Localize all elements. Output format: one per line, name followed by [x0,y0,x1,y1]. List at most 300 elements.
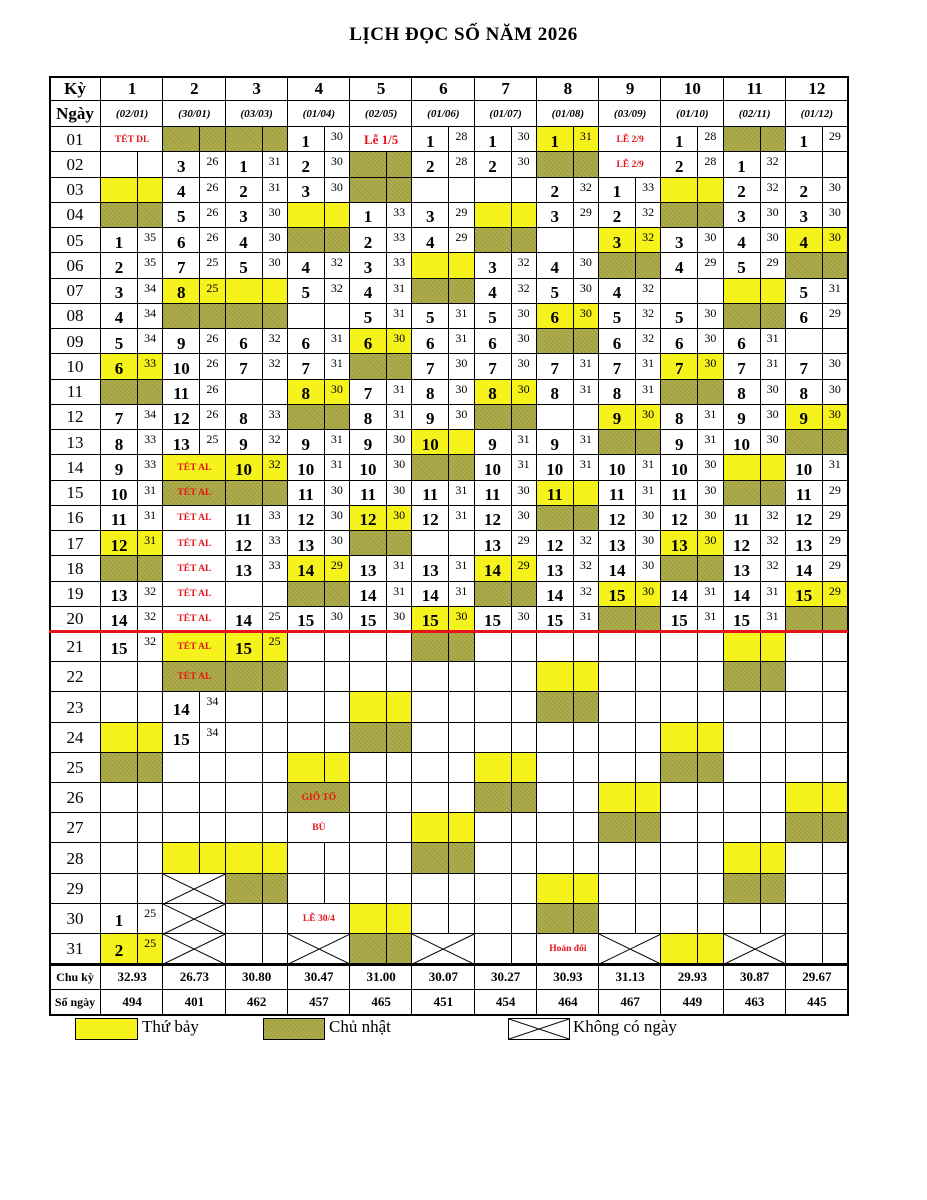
reading-count: 31 [828,280,841,295]
reading-sequence: 15 [297,611,315,631]
reading-sequence: 9 [488,434,497,454]
reading-sequence: 11 [297,485,314,505]
day-number: 10 [66,356,84,376]
day-cell [475,632,537,662]
day-cell [412,843,474,873]
cell-divider [573,692,574,722]
holiday-note: TÉT AL [177,614,212,625]
reading-sequence: 2 [426,156,435,176]
reading-sequence: 10 [546,459,564,479]
day-cell [350,874,412,904]
month-start-date: (01/08) [551,108,585,120]
reading-sequence: 2 [363,232,373,252]
reading-count: 35 [144,255,157,270]
day-number: 30 [66,908,84,928]
reading-sequence: 10 [172,358,190,378]
reading-sequence: 13 [359,560,377,580]
cell-divider [760,632,761,662]
cell-divider [199,813,200,843]
cell-divider [822,662,823,692]
reading-count: 30 [828,381,841,396]
month-start-date: (30/01) [178,108,211,120]
day-cell [101,556,163,581]
day-cell [412,531,474,556]
reading-sequence: 15 [546,611,564,631]
reading-count: 31 [330,432,343,446]
cell-divider [324,692,325,722]
reading-count: 32 [766,533,779,547]
reading-sequence: 4 [675,257,684,277]
day-number: 06 [66,255,84,275]
reading-count: 30 [517,608,530,623]
cell-divider [635,253,636,278]
day-number: 21 [66,637,84,657]
holiday-note: TÉT AL [177,589,212,600]
day-cell [786,874,848,904]
day-cell [537,228,599,253]
reading-sequence: 10 [733,434,750,454]
cell-divider [262,279,263,304]
month-number: 8 [563,79,573,98]
cell-divider [760,279,761,304]
so-ngay-value: 494 [122,993,142,1009]
reading-count: 30 [642,507,655,522]
cell-divider [822,813,823,843]
reading-sequence: 6 [612,333,622,353]
reading-count: 28 [455,154,468,169]
day-cell [786,753,848,783]
reading-sequence: 6 [488,333,497,353]
day-cell [226,582,288,607]
reading-count: 33 [144,356,157,371]
day-number: 27 [66,818,84,838]
day-cell [412,874,474,904]
day-cell [599,874,661,904]
reading-count: 30 [268,230,281,244]
day-cell [786,152,848,177]
cell-divider [573,152,574,177]
chu-ky-value: 30.07 [428,969,458,985]
day-cell [724,934,786,964]
reading-count: 32 [766,179,779,194]
cell-divider [324,203,325,228]
day-cell [412,813,474,843]
legend-sunday-label: Chủ nhật [329,1017,391,1037]
day-number: 01 [66,129,84,149]
reading-sequence: 2 [799,182,808,202]
reading-count: 32 [268,356,281,371]
reading-count: 30 [393,507,406,522]
so-ngay-value: 465 [371,993,391,1009]
month-number: 12 [808,79,826,98]
reading-count: 30 [828,356,841,371]
no-day-cross [509,1019,569,1039]
cell-divider [448,430,449,455]
cell-divider [199,783,200,813]
reading-sequence: 14 [546,586,564,606]
day-cell [724,127,786,152]
cell-divider [635,843,636,873]
reading-count: 31 [455,507,468,522]
reading-count: 30 [642,533,655,547]
reading-count: 33 [393,230,406,244]
legend-no-day-swatch [508,1018,570,1040]
reading-sequence: 9 [363,434,373,454]
chu-ky-value: 32.93 [117,969,147,985]
reading-count: 32 [642,230,655,244]
holiday-note: TÉT AL [177,642,212,653]
reading-sequence: 12 [110,535,128,555]
reading-sequence: 11 [110,510,128,530]
reading-count: 30 [704,305,717,320]
cell-divider [262,813,263,843]
cell-divider [635,662,636,692]
day-cell [101,203,163,228]
cell-divider [386,843,387,873]
reading-sequence: 4 [737,232,746,252]
day-cell [226,380,288,405]
reading-sequence: 10 [110,485,128,505]
day-cell [226,304,288,329]
day-cell [724,874,786,904]
no-day-cross [163,934,225,964]
reading-count: 33 [268,533,281,547]
reading-count: 31 [144,507,157,522]
day-cell [599,934,661,964]
reading-sequence: 12 [172,409,190,429]
month-number: 4 [314,79,324,98]
month-start-date: (02/01) [115,108,149,120]
cell-divider [822,253,823,278]
so-ngay-value: 457 [309,993,329,1009]
reading-sequence: 5 [799,283,808,303]
cell-divider [635,904,636,934]
month-start-date: (02/05) [364,108,398,120]
day-cell [412,783,474,813]
cell-divider [448,813,449,843]
day-cell [599,813,661,843]
so-ngay-value: 401 [184,993,205,1009]
reading-sequence: 1 [301,131,310,151]
reading-sequence: 8 [426,384,435,404]
day-cell [786,813,848,843]
reading-sequence: 11 [235,510,252,530]
reading-sequence: 6 [239,333,248,353]
reading-count: 32 [268,432,281,446]
reading-count: 30 [828,204,841,219]
reading-count: 31 [579,432,592,446]
cell-divider [635,430,636,455]
cell-divider [697,692,698,722]
cell-divider [760,455,761,480]
reading-sequence: 2 [488,156,497,176]
day-cell [475,405,537,430]
day-cell [350,753,412,783]
cell-divider [760,723,761,753]
cell-divider [262,582,263,607]
reading-sequence: 13 [670,535,688,555]
cell-divider [511,813,512,843]
reading-count: 33 [393,255,406,270]
cell-divider [324,304,325,329]
reading-count: 32 [579,583,592,598]
reading-sequence: 14 [359,586,377,606]
cell-divider [573,662,574,692]
cell-divider [573,904,574,934]
month-number: 6 [439,79,448,98]
cell-divider [511,874,512,904]
reading-sequence: 11 [671,485,688,505]
reading-count: 29 [704,255,717,270]
reading-count: 25 [206,280,219,295]
cell-divider [386,178,387,203]
cell-divider [386,354,387,379]
reading-count: 28 [455,129,468,143]
reading-sequence: 15 [110,639,128,659]
reading-sequence: 7 [737,358,746,378]
reading-count: 30 [330,608,343,623]
day-cell [475,934,537,964]
cell-divider [386,874,387,904]
reading-count: 30 [455,406,468,421]
reading-sequence: 13 [484,535,501,555]
reading-count: 29 [455,204,468,219]
cell-divider [697,632,698,662]
day-cell [786,329,848,354]
chu-ky-value: 30.80 [242,969,272,985]
reading-count: 33 [144,432,157,446]
day-number: 20 [66,609,84,629]
reading-sequence: 15 [670,611,688,631]
reading-count: 30 [330,154,343,169]
day-cell [288,662,350,692]
so-ngay-value: 462 [246,993,267,1009]
reading-sequence: 13 [795,535,813,555]
cell-divider [137,874,138,904]
day-cell [661,843,723,873]
day-number: 11 [66,382,84,402]
reading-count: 30 [455,381,468,396]
reading-sequence: 13 [421,560,439,580]
reading-sequence: 12 [733,535,750,555]
reading-sequence: 9 [114,459,124,479]
reading-count: 31 [393,583,406,598]
month-number: 7 [501,79,510,98]
day-cell [412,904,474,934]
holiday-note: TÉT AL [177,672,212,683]
holiday-note: TÉT AL [177,462,212,473]
day-cell [724,692,786,722]
day-cell [101,692,163,722]
day-number: 17 [66,533,84,553]
cell-divider [573,723,574,753]
reading-count: 28 [704,154,717,169]
holiday-note: Hoán đổi [549,944,587,955]
day-cell [661,380,723,405]
day-number: 22 [66,667,84,687]
reading-count: 30 [330,381,343,396]
reading-sequence: 9 [612,409,622,429]
chu-ky-value: 31.00 [366,969,396,985]
day-cell [786,253,848,278]
day-cell [101,843,163,873]
day-cell [724,481,786,506]
day-cell [101,380,163,405]
reading-sequence: 8 [550,384,559,404]
day-cell [599,753,661,783]
day-cell [537,904,599,934]
reading-sequence: 7 [550,358,559,378]
reading-sequence: 2 [301,156,310,176]
day-cell [786,843,848,873]
reading-sequence: 15 [795,586,813,606]
reading-count: 31 [704,583,717,598]
reading-count: 30 [330,533,343,547]
reading-sequence: 6 [799,308,808,328]
cell-divider [448,723,449,753]
reading-sequence: 9 [177,333,186,353]
reading-count: 25 [206,255,219,270]
reading-sequence: 3 [177,156,186,176]
reading-count: 30 [330,482,343,497]
reading-count: 30 [704,533,717,547]
cell-divider [635,607,636,632]
cell-divider [822,934,823,964]
cell-divider [448,874,449,904]
reading-count: 30 [330,129,343,143]
day-number: 03 [66,180,84,200]
reading-count: 31 [579,356,592,371]
reading-count: 33 [268,406,281,421]
day-cell [661,904,723,934]
day-cell [475,723,537,753]
reading-count: 30 [517,507,530,522]
cell-divider [573,405,574,430]
reading-count: 33 [393,204,406,219]
reading-sequence: 8 [799,384,808,404]
month-start-date: (01/04) [302,108,336,120]
reading-sequence: 3 [488,257,497,277]
cell-divider [137,203,138,228]
reading-count: 31 [517,457,530,472]
reading-count: 30 [393,331,406,345]
reading-sequence: 7 [612,358,622,378]
day-cell [537,723,599,753]
cell-divider [697,556,698,581]
reading-sequence: 11 [173,384,190,404]
holiday-note: TÉT DL [114,134,150,145]
reading-count: 34 [144,406,157,421]
reading-sequence: 12 [421,510,439,530]
cell-divider [386,783,387,813]
cell-divider [822,723,823,753]
day-cell [226,723,288,753]
cell-divider [324,405,325,430]
chu-ky-value: 30.93 [553,969,583,985]
reading-sequence: 4 [612,283,622,303]
day-cell [599,723,661,753]
day-cell [724,843,786,873]
reading-count: 29 [455,230,468,244]
day-cell [661,178,723,203]
reading-sequence: 6 [737,333,746,353]
reading-count: 30 [517,305,530,320]
cell-divider [137,753,138,783]
reading-sequence: 5 [612,308,622,328]
day-cell [101,178,163,203]
reading-sequence: 8 [177,283,186,303]
day-cell [661,556,723,581]
day-cell [661,692,723,722]
reading-count: 32 [579,558,592,573]
reading-sequence: 13 [733,560,750,580]
reading-count: 32 [144,608,157,623]
day-number: 23 [66,697,84,717]
cell-divider [448,455,449,480]
day-cell [163,753,225,783]
day-cell [537,843,599,873]
day-cell [475,783,537,813]
reading-sequence: 10 [297,459,315,479]
cell-divider [448,753,449,783]
cell-divider [324,662,325,692]
reading-sequence: 5 [301,283,310,303]
cell-divider [386,904,387,934]
reading-sequence: 5 [239,257,248,277]
cell-divider [137,813,138,843]
day-cell [226,127,288,152]
cell-divider [199,843,200,873]
day-cell [350,632,412,662]
reading-count: 29 [828,507,841,522]
chu-ky-label: Chu kỳ [56,970,94,985]
cell-divider [448,843,449,873]
reading-sequence: 11 [359,485,377,505]
reading-count: 31 [642,381,655,396]
reading-sequence: 6 [363,333,373,353]
reading-sequence: 10 [421,434,439,454]
reading-count: 33 [642,179,655,194]
reading-count: 31 [579,608,592,623]
reading-sequence: 10 [670,459,688,479]
month-start-date: (01/10) [676,108,709,120]
reading-sequence: 3 [363,257,373,277]
cell-divider [262,874,263,904]
day-cell [475,662,537,692]
day-cell [101,723,163,753]
cell-divider [137,692,138,722]
cell-divider [511,662,512,692]
reading-sequence: 1 [799,131,808,151]
day-cell [412,178,474,203]
reading-sequence: 13 [546,560,564,580]
reading-count: 30 [704,457,717,472]
reading-sequence: 14 [608,560,626,580]
reading-sequence: 7 [114,409,124,429]
day-cell [661,874,723,904]
cell-divider [324,723,325,753]
day-cell [724,279,786,304]
day-cell [786,632,848,662]
reading-count: 32 [766,558,779,573]
day-cell [288,934,350,964]
cell-divider [448,662,449,692]
reading-sequence: 3 [426,207,435,227]
reading-sequence: 14 [795,560,813,580]
reading-count: 30 [828,230,841,244]
cell-divider [573,843,574,873]
cell-divider [697,843,698,873]
